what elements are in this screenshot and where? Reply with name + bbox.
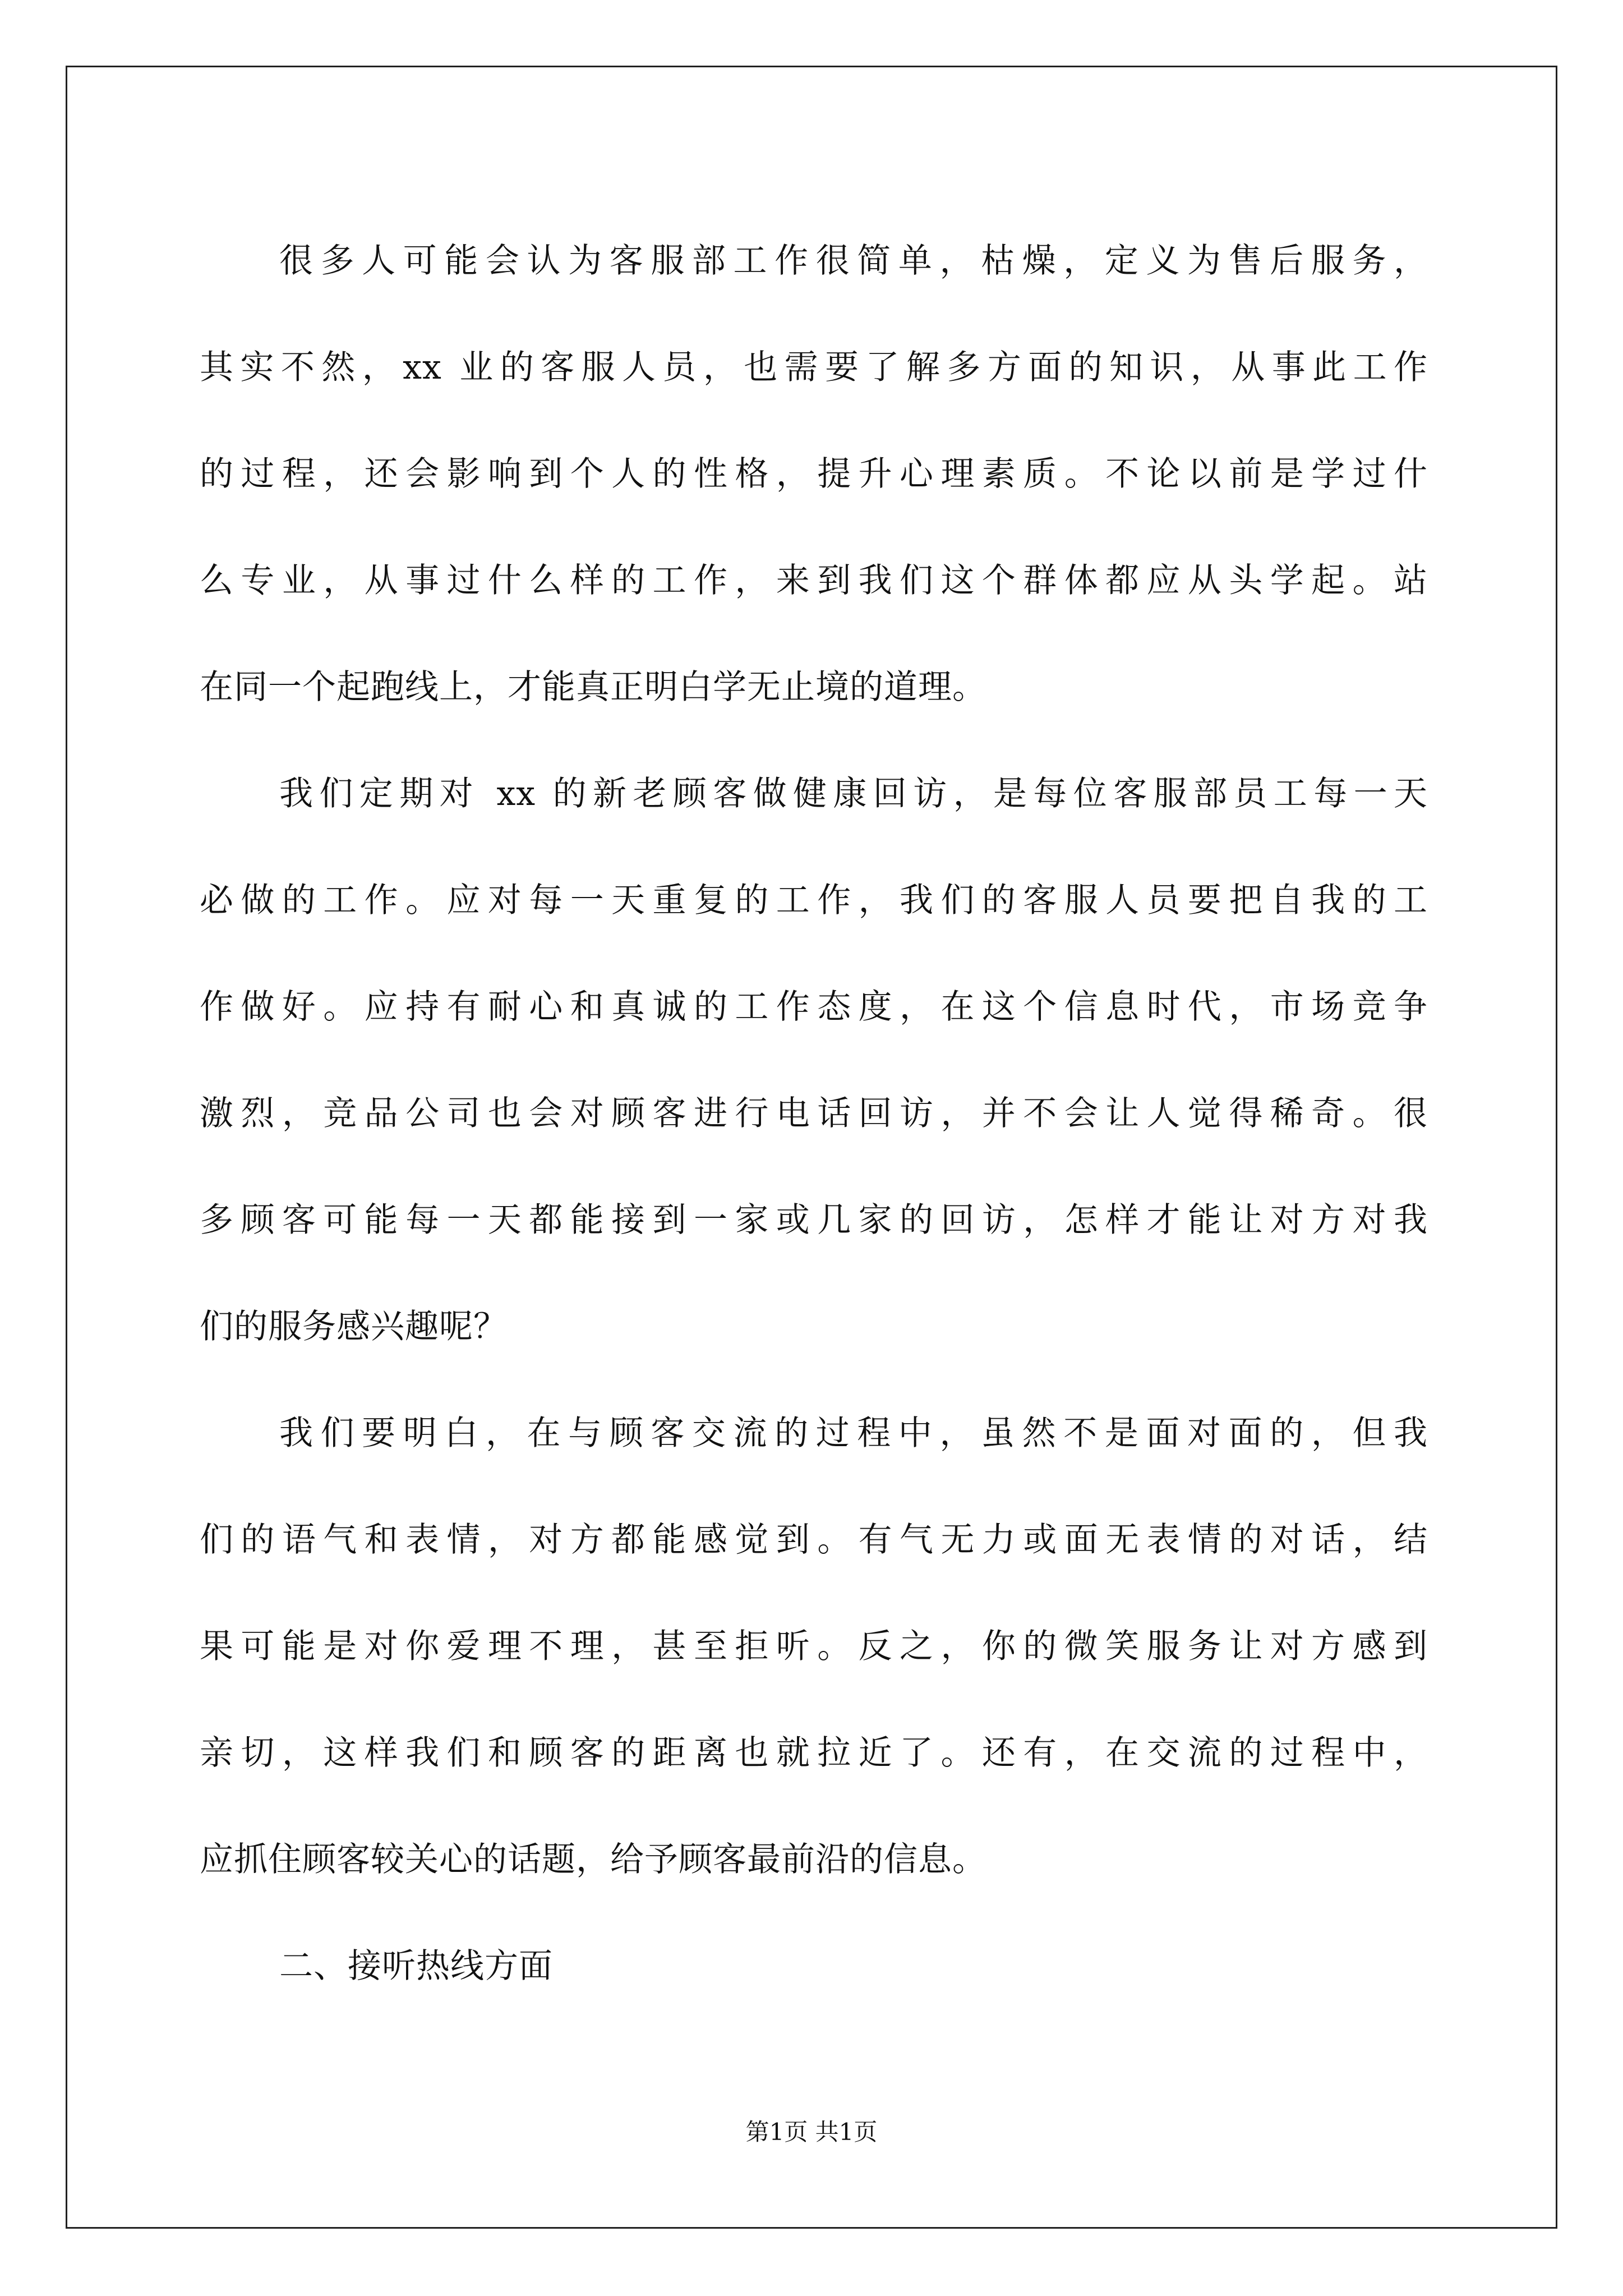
text-line: 激烈，竞品公司也会对顾客进行电话回访，并不会让人觉得稀奇。很 (200, 1094, 1428, 1133)
section-heading: 二、接听热线方面 (279, 1947, 553, 1986)
text-line: 亲切，这样我们和顾客的距离也就拉近了。还有，在交流的过程中， (200, 1733, 1428, 1773)
text-line: 么专业，从事过什么样的工作，来到我们这个群体都应从头学起。站 (200, 561, 1428, 600)
text-line: 在同一个起跑线上，才能真正明白学无止境的道理。 (200, 668, 986, 707)
text-line: 很多人可能会认为客服部工作很简单，枯燥，定义为售后服务， (279, 241, 1428, 280)
text-line: 的过程，还会影响到个人的性格，提升心理素质。不论以前是学过什 (200, 454, 1428, 494)
text-line: 我们要明白，在与顾客交流的过程中，虽然不是面对面的，但我 (279, 1414, 1428, 1453)
document-body (200, 208, 1428, 2019)
paragraph-2 (200, 740, 1428, 1380)
page-number-footer: 第1页 共1页 (745, 2118, 878, 2146)
text-line: 们的语气和表情，对方都能感觉到。有气无力或面无表情的对话，结 (200, 1520, 1428, 1559)
text-line: 多顾客可能每一天都能接到一家或几家的回访，怎样才能让对方对我 (200, 1200, 1428, 1240)
text-line: 必做的工作。应对每一天重复的工作，我们的客服人员要把自我的工 (200, 881, 1428, 920)
text-line: 其实不然，xx 业的客服人员，也需要了解多方面的知识，从事此工作 (200, 348, 1428, 387)
paragraph-3 (200, 1380, 1428, 1913)
text-line: 们的服务感兴趣呢？ (200, 1307, 508, 1346)
text-line: 应抓住顾客较关心的话题，给予顾客最前沿的信息。 (200, 1840, 986, 1879)
paragraph-1 (200, 208, 1428, 740)
text-line: 果可能是对你爱理不理，甚至拒听。反之，你的微笑服务让对方感到 (200, 1627, 1428, 1666)
text-line: 作做好。应持有耐心和真诚的工作态度，在这个信息时代，市场竞争 (200, 987, 1428, 1027)
text-line: 我们定期对 xx 的新老顾客做健康回访，是每位客服部员工每一天 (279, 774, 1428, 813)
